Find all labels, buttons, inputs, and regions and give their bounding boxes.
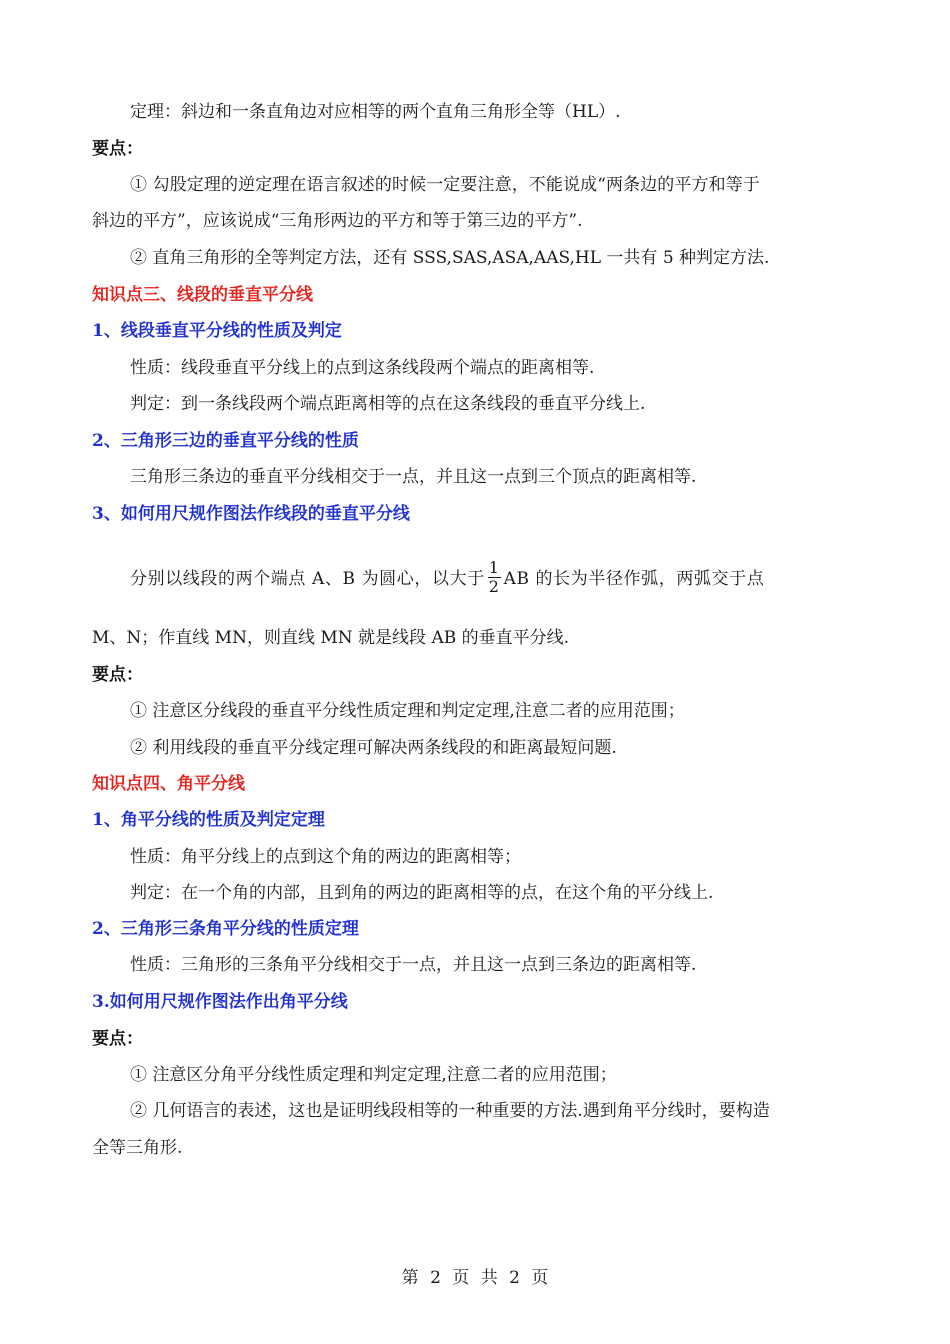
construction-line-1: [130, 556, 860, 602]
angle-bisector-property: 性质：角平分线上的点到这个角的两边的距离相等；: [130, 847, 521, 867]
angle-bisector-criterion: 判定：在一个角的内部，且到角的两边的距离相等的点，在这个角的平分线上.: [130, 883, 714, 903]
page-footer: 第 2 页 共 2 页: [401, 1268, 549, 1288]
key-point-1-line-1: ① 勾股定理的逆定理在语言叙述的时候一定要注意，不能说成“两条边的平方和等于: [130, 175, 760, 195]
key-point-1-line-2: 斜边的平方”，应该说成“三角形两边的平方和等于第三边的平方”.: [92, 211, 583, 231]
section-heading-4: 知识点四、角平分线: [92, 774, 245, 794]
triangle-angle-bisector-property: 性质：三角形的三条角平分线相交于一点，并且这一点到三条边的距离相等.: [130, 955, 697, 975]
subheading-3-2: 2、三角形三边的垂直平分线的性质: [92, 431, 359, 451]
key-point-6-line-2: 全等三角形.: [92, 1138, 183, 1158]
subheading-4-1: 1、角平分线的性质及判定定理: [92, 810, 325, 830]
key-point-3: ① 注意区分线段的垂直平分线性质定理和判定定理,注意二者的应用范围；: [130, 701, 685, 721]
key-points-label: 要点：: [92, 139, 143, 159]
property-text: 性质：线段垂直平分线上的点到这条线段两个端点的距离相等.: [130, 358, 595, 378]
subheading-3-3: 3、如何用尺规作图法作线段的垂直平分线: [92, 504, 410, 524]
subheading-4-2: 2、三角形三条角平分线的性质定理: [92, 919, 359, 939]
fraction-numerator: 1: [488, 558, 500, 577]
subheading-4-3: 3.如何用尺规作图法作出角平分线: [92, 992, 348, 1012]
construction-line-2: M、N；作直线 MN，则直线 MN 就是线段 AB 的垂直平分线.: [92, 628, 570, 648]
criterion-text: 判定：到一条线段两个端点距离相等的点在这条线段的垂直平分线上.: [130, 394, 646, 414]
construction-text-a: 分别以线段的两个端点 A、B 为圆心，以大于: [130, 569, 485, 589]
key-point-2: ② 直角三角形的全等判定方法，还有 SSS,SAS,ASA,AAS,HL 一共有 5 种判定方法.: [130, 248, 770, 268]
key-point-4: ② 利用线段的垂直平分线定理可解决两条线段的和距离最短问题.: [130, 738, 617, 758]
key-point-5: ① 注意区分角平分线性质定理和判定定理,注意二者的应用范围；: [130, 1065, 617, 1085]
section-heading-3: 知识点三、线段的垂直平分线: [92, 285, 313, 305]
theorem-hl: 定理：斜边和一条直角边对应相等的两个直角三角形全等（HL）.: [130, 102, 621, 122]
key-points-label-3: 要点：: [92, 1029, 143, 1049]
fraction-one-half: [488, 559, 501, 596]
key-point-6-line-1: ② 几何语言的表述，这也是证明线段相等的一种重要的方法.遇到角平分线时，要构造: [130, 1101, 770, 1121]
triangle-bisector-property: 三角形三条边的垂直平分线相交于一点，并且这一点到三个顶点的距离相等.: [130, 467, 697, 487]
construction-text-b: AB 的长为半径作弧，两弧交于点: [503, 569, 765, 589]
subheading-3-1: 1、线段垂直平分线的性质及判定: [92, 321, 342, 341]
key-points-label-2: 要点：: [92, 665, 143, 685]
fraction-denominator: 2: [488, 577, 500, 596]
